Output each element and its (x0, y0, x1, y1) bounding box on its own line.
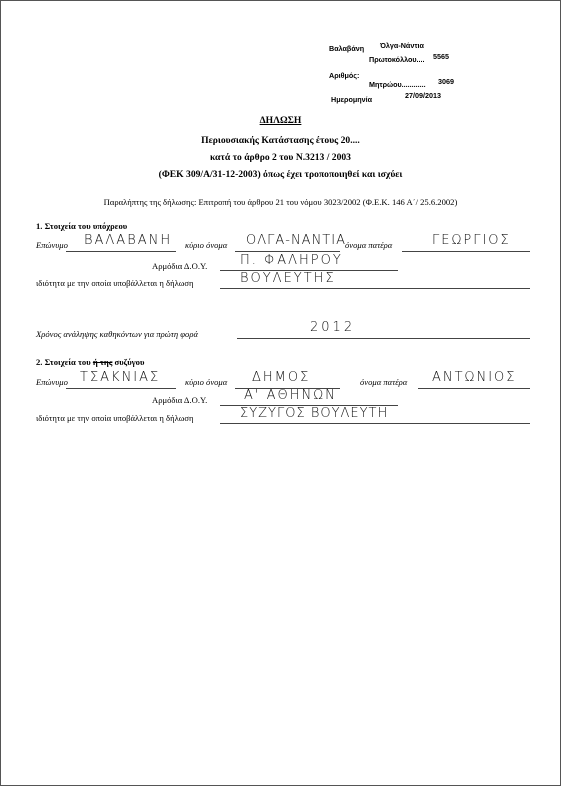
s1-firstname-value: ΟΛΓΑ-ΝΑΝΤΙΑ (246, 232, 346, 249)
protocol-label: Πρωτοκόλλου.... (369, 55, 425, 64)
year-line (237, 338, 530, 339)
title-line-3: κατά το άρθρο 2 του Ν.3213 / 2003 (210, 152, 351, 163)
s1-tax-office-value: Π. ΦΑΛΗΡΟΥ (240, 252, 343, 269)
header-first-name: Όλγα-Νάντια (380, 41, 424, 50)
year-label: Χρόνος ανάληψης καθηκόντων για πρώτη φορά (36, 329, 198, 339)
title-line-4: (ΦΕΚ 309/Α/31-12-2003) όπως έχει τροποποιηθεί και ισχύει (158, 169, 403, 180)
s2-capacity-line (220, 423, 530, 424)
s1-capacity-line (220, 288, 530, 289)
s2-heading-prefix: 2. Στοιχεία του (36, 357, 91, 367)
title-line-2: Περιουσιακής Κατάστασης έτους 20.... (201, 135, 360, 146)
s2-surname-label: Επώνυμο (36, 377, 68, 387)
year-value: 2012 (310, 319, 356, 336)
s1-firstname-label: κύριο όνομα (185, 240, 228, 250)
header-name: Βαλαβάνη (329, 44, 365, 53)
number-label: Αριθμός: (329, 71, 360, 80)
s2-capacity-value: ΣΥΖΥΓΟΣ ΒΟΥΛΕΥΤΗ (240, 405, 389, 422)
s1-surname-value: ΒΑΛΑΒΑΝΗ (84, 232, 173, 249)
s1-surname-label: Επώνυμο (36, 240, 68, 250)
s1-tax-office-label: Αρμόδια Δ.Ο.Υ. (152, 261, 208, 271)
s1-father-label: όνομα πατέρα (345, 240, 393, 250)
s2-firstname-value: ΔΗΜΟΣ (252, 369, 311, 386)
s2-heading-struck: ή της (92, 357, 113, 367)
registry-label: Μητρώου............ (369, 80, 426, 89)
section-1-heading: 1. Στοιχεία του υπόχρεου (36, 221, 128, 231)
s2-father-value: ΑΝΤΩΝΙΟΣ (432, 369, 517, 386)
s2-father-label: όνομα πατέρα (360, 377, 408, 387)
date-value: 27/09/2013 (405, 91, 441, 100)
s2-heading-suffix: συζύγου (114, 357, 145, 367)
s1-father-line (402, 251, 530, 252)
s2-firstname-label: κύριο όνομα (185, 377, 228, 387)
section-2-heading (36, 357, 144, 367)
s2-surname-value: ΤΣΑΚΝΙΑΣ (80, 369, 161, 386)
registry-value: 3069 (438, 77, 454, 86)
date-label: Ημερομηνία (331, 95, 373, 104)
s2-tax-office-label: Αρμόδια Δ.Ο.Υ. (152, 395, 208, 405)
protocol-value: 5565 (433, 52, 449, 61)
s1-capacity-label: ιδιότητα με την οποία υποβάλλεται η δήλωση (36, 278, 194, 288)
s1-surname-line (66, 251, 176, 252)
s1-capacity-value: ΒΟΥΛΕΥΤΗΣ (240, 270, 336, 287)
s2-capacity-label: ιδιότητα με την οποία υποβάλλεται η δήλωση (36, 413, 194, 423)
document-title: ΔΗΛΩΣΗ (259, 115, 302, 126)
s2-tax-office-value: Α' ΑΘΗΝΩΝ (244, 387, 337, 404)
recipient-text: Παραλήπτης της δήλωσης: Επιτροπή του άρθρου 21 του νόμου 3023/2002 (Φ.Ε.Κ. 146 Α΄/ 25.6.2002) (103, 197, 458, 207)
s2-father-line (418, 388, 530, 389)
s2-surname-line (66, 388, 176, 389)
s1-father-value: ΓΕΩΡΓΙΟΣ (432, 232, 511, 249)
